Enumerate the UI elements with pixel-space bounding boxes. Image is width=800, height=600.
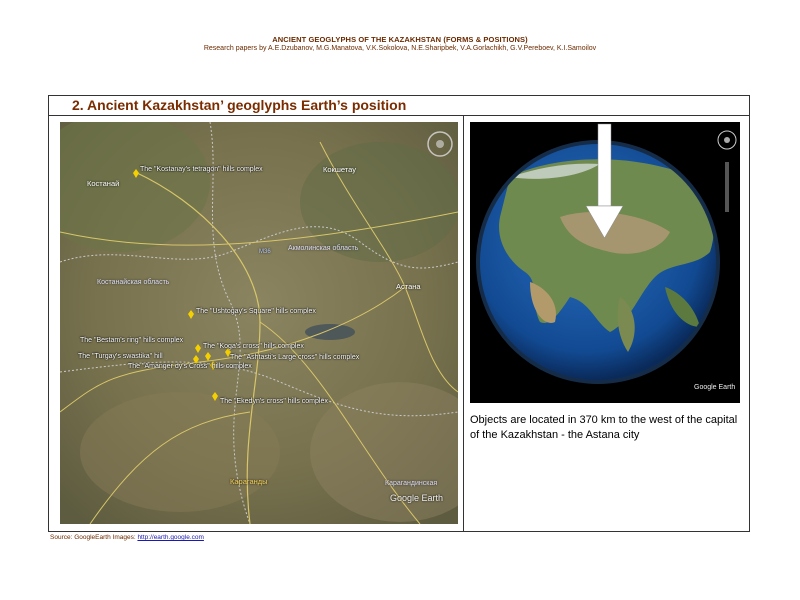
globe-graphic [470, 122, 740, 403]
section-title: 2. Ancient Kazakhstan’ geoglyphs Earth’s position [72, 97, 407, 113]
google-earth-watermark: Google Earth [694, 384, 736, 391]
city-kokshetau: Кокшетау [323, 165, 356, 174]
document-title: ANCIENT GEOGLYPHS OF THE KAZAKHSTAN (FORMS & POSITIONS) [272, 35, 528, 44]
source-note [50, 534, 204, 541]
pushpin-icon[interactable] [205, 352, 211, 361]
geoglyph-label[interactable]: The "Ushtogay's Square" hills complex [196, 308, 316, 315]
column-divider [463, 115, 464, 532]
google-earth-watermark: Google Earth [390, 493, 444, 503]
geoglyph-label[interactable]: The "Bestam's ring" hills complex [80, 337, 184, 344]
pushpin-icon[interactable] [188, 310, 194, 319]
geoglyph-label[interactable]: The "Ashtasti's Large cross" hills complex [230, 354, 360, 361]
pushpin-icon[interactable] [195, 344, 201, 353]
pushpin-icon[interactable] [212, 392, 218, 401]
map-terrain [60, 122, 458, 524]
city-astana: Астана [396, 282, 421, 291]
city-karaganda: Караганды [230, 477, 268, 486]
satellite-map[interactable] [60, 122, 458, 524]
source-link[interactable]: http://earth.google.com [137, 534, 204, 541]
source-prefix: Source: GoogleEarth Images: [50, 534, 138, 541]
geoglyph-label[interactable]: The "Turgay's swastika" hill [78, 353, 163, 360]
region-karaganda: Карагандинская [385, 480, 438, 487]
geoglyph-label[interactable]: The "Ekedyn's cross" hills complex [220, 398, 328, 405]
globe-image[interactable] [470, 122, 740, 403]
road-label: M36 [259, 249, 271, 255]
globe-caption: Objects are located in 370 km to the west of the capital of the Kazakhstan - the Astana city [470, 414, 738, 441]
document-authors: Research papers by A.E.Dzubanov, M.G.Manatova, V.K.Sokolova, N.E.Sharipbek, V.A.Gorlachikh, G.V.Pereboev, K.I.Samoilov [203, 45, 597, 52]
geoglyph-label[interactable]: The "Kostanay's tetragon" hills complex [140, 166, 263, 173]
city-kostanay: Костанай [87, 179, 120, 188]
region-kostanay: Костанайская область [97, 279, 170, 286]
region-akmola: Акмолинская область [288, 245, 359, 252]
geoglyph-label[interactable]: The "Amanger dy's Cross" hills complex [128, 363, 252, 370]
geoglyph-label[interactable]: The "Koga's cross" hills complex [203, 343, 304, 350]
pushpin-icon[interactable] [133, 169, 139, 178]
title-divider [48, 115, 750, 116]
